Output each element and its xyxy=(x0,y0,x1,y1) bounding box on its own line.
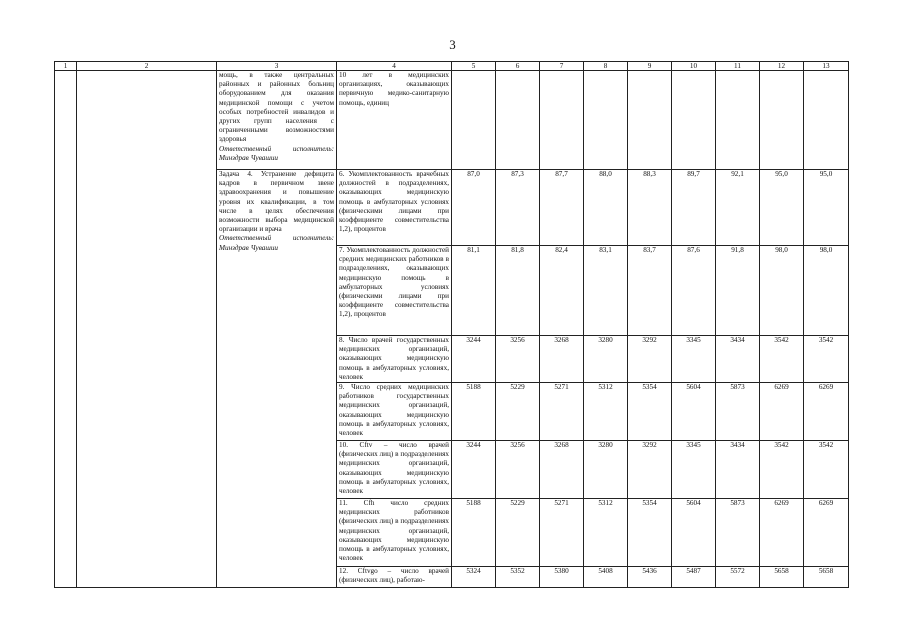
value-cell: 81,8 xyxy=(496,246,540,336)
column-header: 8 xyxy=(584,62,628,71)
value-cell: 87,0 xyxy=(452,170,496,246)
value-cell: 88,0 xyxy=(584,170,628,246)
value-cell: 5271 xyxy=(540,499,584,567)
value-cell: 5873 xyxy=(716,383,760,441)
value-cell: 5604 xyxy=(672,383,716,441)
value-cell: 95,0 xyxy=(760,170,804,246)
value-cell: 5229 xyxy=(496,499,540,567)
continued-responsible-text: Ответственный исполнитель: Минздрав Чувашии xyxy=(219,144,334,162)
value-cell: 5312 xyxy=(584,499,628,567)
value-cell: 87,6 xyxy=(672,246,716,336)
value-cell: 91,8 xyxy=(716,246,760,336)
value-cell: 5572 xyxy=(716,567,760,588)
value-cell: 3268 xyxy=(540,336,584,383)
table-cell xyxy=(452,71,496,170)
value-cell: 5354 xyxy=(628,499,672,567)
column-header: 7 xyxy=(540,62,584,71)
value-cell: 5658 xyxy=(760,567,804,588)
value-cell: 3345 xyxy=(672,336,716,383)
value-cell: 3292 xyxy=(628,441,672,499)
value-cell: 5188 xyxy=(452,499,496,567)
value-cell: 6269 xyxy=(760,383,804,441)
value-cell: 5380 xyxy=(540,567,584,588)
value-cell: 83,1 xyxy=(584,246,628,336)
column-header: 12 xyxy=(760,62,804,71)
column-header: 5 xyxy=(452,62,496,71)
table-cell xyxy=(55,71,77,588)
value-cell: 5188 xyxy=(452,383,496,441)
task-text: Задача 4. Устранение дефицита кадров в первичном звене здравоохранения и повышение уровня их квалификации, в том числе в целях обеспечения возможности выбора медицинской организации и врача xyxy=(219,170,334,234)
table-row xyxy=(55,71,849,170)
column-number-row xyxy=(55,62,849,71)
value-cell: 6269 xyxy=(804,383,849,441)
program-indicators-table xyxy=(54,61,849,588)
value-cell: 3434 xyxy=(716,336,760,383)
value-cell: 3244 xyxy=(452,336,496,383)
value-cell: 5312 xyxy=(584,383,628,441)
table-cell xyxy=(584,71,628,170)
column-header: 9 xyxy=(628,62,672,71)
indicator-cell: 10. Cftv – число врачей (физических лиц) в подразделениях медицинских организаций, оказывающих медицинскую помощь в амбулаторных условиях, человек xyxy=(337,441,452,499)
task-responsible-text: Ответственный исполнитель: Минздрав Чувашии xyxy=(219,234,334,252)
task-cell xyxy=(217,170,337,588)
continued-event-text: мощь, в также центральных районных и районных больниц оборудованием для оказания медицинской помощи с учетом особых потребностей инвалидов и других групп населения с ограниченными возможностями здоровья xyxy=(219,71,334,144)
column-header: 1 xyxy=(55,62,77,71)
continued-indicator-cell: 10 лет в медицинских организациях, оказывающих первичную медико-санитарную помощь, единиц xyxy=(337,71,452,170)
column-header: 4 xyxy=(337,62,452,71)
value-cell: 5271 xyxy=(540,383,584,441)
table-cell xyxy=(628,71,672,170)
value-cell: 5229 xyxy=(496,383,540,441)
table-cell xyxy=(540,71,584,170)
value-cell: 95,0 xyxy=(804,170,849,246)
value-cell: 92,1 xyxy=(716,170,760,246)
value-cell: 3256 xyxy=(496,336,540,383)
indicator-cell: 11. Cfh число средних медицинских работников (физических лиц) в подразделениях медицинских организаций, оказывающих медицинскую помощь в амбулаторных условиях, человек xyxy=(337,499,452,567)
table-cell xyxy=(496,71,540,170)
value-cell: 3345 xyxy=(672,441,716,499)
value-cell: 5658 xyxy=(804,567,849,588)
value-cell: 3280 xyxy=(584,441,628,499)
value-cell: 6269 xyxy=(804,499,849,567)
value-cell: 3542 xyxy=(804,336,849,383)
table-cell xyxy=(672,71,716,170)
table-cell xyxy=(77,71,217,588)
column-header: 3 xyxy=(217,62,337,71)
value-cell: 3256 xyxy=(496,441,540,499)
value-cell: 3268 xyxy=(540,441,584,499)
value-cell: 6269 xyxy=(760,499,804,567)
value-cell: 87,7 xyxy=(540,170,584,246)
value-cell: 83,7 xyxy=(628,246,672,336)
column-header: 6 xyxy=(496,62,540,71)
table-cell xyxy=(760,71,804,170)
value-cell: 3434 xyxy=(716,441,760,499)
value-cell: 88,3 xyxy=(628,170,672,246)
value-cell: 82,4 xyxy=(540,246,584,336)
indicator-cell: 9. Число средних медицинских работников государственных медицинских организаций, оказывающих медицинскую помощь в амбулаторных условиях, человек xyxy=(337,383,452,441)
value-cell: 98,0 xyxy=(804,246,849,336)
value-cell: 5352 xyxy=(496,567,540,588)
value-cell: 3542 xyxy=(760,441,804,499)
value-cell: 5354 xyxy=(628,383,672,441)
value-cell: 3292 xyxy=(628,336,672,383)
column-header: 11 xyxy=(716,62,760,71)
indicator-cell: 8. Число врачей государственных медицинских организаций, оказывающих медицинскую помощь в амбулаторных условиях, человек xyxy=(337,336,452,383)
column-header: 2 xyxy=(77,62,217,71)
indicator-cell: 12. Cftvgo – число врачей (физических лиц), работаю- xyxy=(337,567,452,588)
value-cell: 3542 xyxy=(760,336,804,383)
value-cell: 3244 xyxy=(452,441,496,499)
value-cell: 81,1 xyxy=(452,246,496,336)
value-cell: 89,7 xyxy=(672,170,716,246)
value-cell: 5604 xyxy=(672,499,716,567)
table-cell xyxy=(804,71,849,170)
value-cell: 5436 xyxy=(628,567,672,588)
column-header: 13 xyxy=(804,62,849,71)
indicator-cell: 7. Укомплектованность должностей средних медицинских работников в подразделениях, оказывающих медицинскую помощь в амбулаторных условиях (физическими лицами при коэффициенте совместительства 1,2), процентов xyxy=(337,246,452,336)
value-cell: 87,3 xyxy=(496,170,540,246)
page-number: 3 xyxy=(449,37,456,52)
continued-event-cell xyxy=(217,71,337,170)
value-cell: 3280 xyxy=(584,336,628,383)
value-cell: 5324 xyxy=(452,567,496,588)
value-cell: 5873 xyxy=(716,499,760,567)
value-cell: 5408 xyxy=(584,567,628,588)
value-cell: 98,0 xyxy=(760,246,804,336)
table-cell xyxy=(716,71,760,170)
value-cell: 3542 xyxy=(804,441,849,499)
column-header: 10 xyxy=(672,62,716,71)
indicator-cell: 6. Укомплектованность врачебных должностей в подразделениях, оказывающих медицинскую помощь в амбулаторных условиях (физическими лицами при коэффициенте совместительства 1,2), процентов xyxy=(337,170,452,246)
value-cell: 5487 xyxy=(672,567,716,588)
